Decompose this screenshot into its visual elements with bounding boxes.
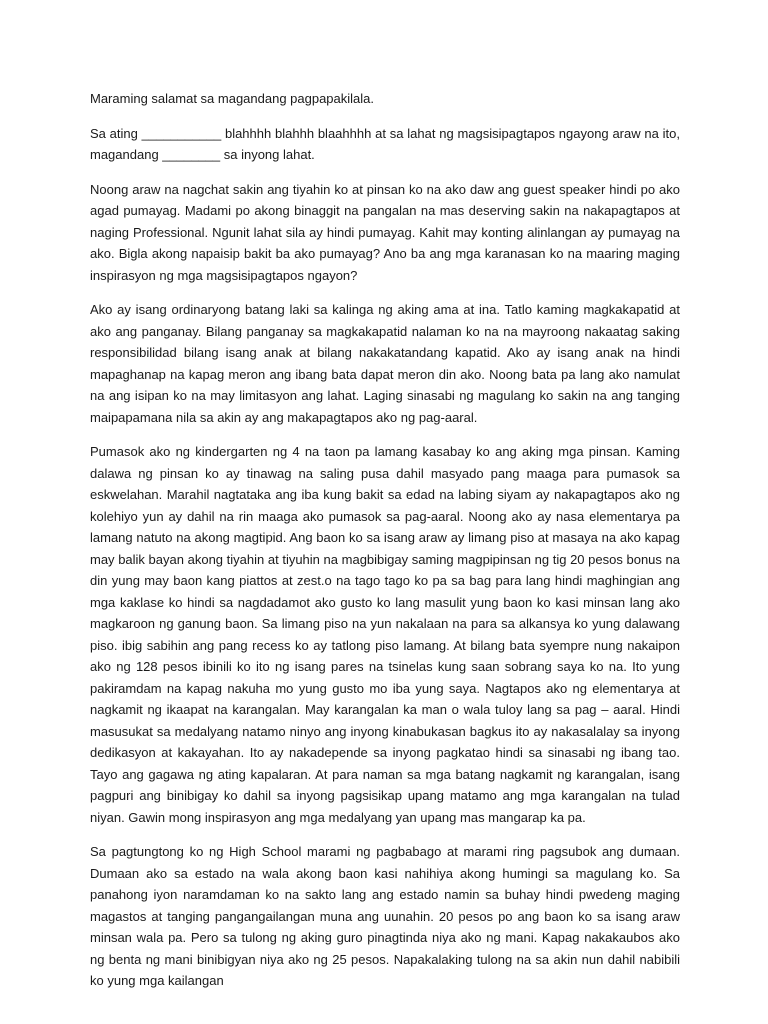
- paragraph-elementary: Pumasok ako ng kindergarten ng 4 na taon pa lamang kasabay ko ang aking mga pinsan. Kaming dalawa ng pinsan ko ay tinawag na saling pusa dahil masyado pang maaga para pumasok sa eskwelahan. Marahil nagtataka ang iba kung bakit sa edad na labing siyam ay nakapagtapos ako ng kolehiyo yun ay dahil na rin maaga ako pumasok sa pag-aaral. Noong ako ay nasa elementarya pa lamang natuto na akong magtipid. Ang baon ko sa isang araw ay limang piso at masaya na ako kapag may balik bayan akong tiyahin at tiyuhin na magbibigay saming magpipinsan ng tig 20 pesos bonus na din yung may baon kang piattos at zest.o na tago tago ko pa sa bag para lang hindi maghingian ang mga kaklase ko hindi sa nagdadamot ako gusto ko lang masulit yung baon ko kasi minsan lang ako magkaroon ng ganung baon. Sa limang piso na yun nakalaan na para sa alkansya ko yung dalawang piso. ibig sabihin ang pang recess ko ay tatlong piso lamang. At bilang bata syempre nung nakaipon ako ng 128 pesos ibinili ko ito ng isang pares na tsinelas kung saan sobrang saya ko na. Ito yung pakiramdam na kapag nakuha mo yung gusto mo iba yung saya. Nagtapos ako ng elementarya at nagkamit ng ikaapat na karangalan. May karangalan ka man o wala tuloy lang sa pag – aaral. Hindi masusukat sa medalyang natamo ninyo ang inyong kinabukasan bagkus ito ay nakasalalay sa inyong dedikasyon at kakayahan. Ito ay nakadepende sa inyong pagkatao hindi sa sinasabi ng ibang tao. Tayo ang gagawa ng ating kapalaran. At para naman sa mga batang nagkamit ng karangalan, isang pagpuri ang binibigay ko dahil sa inyong pagsisikap upang matamo ang mga karangalan na tulad niyan. Gawin mong inspirasyon ang mga medalyang yan upang mas mangarap ka pa.: [90, 444, 680, 825]
- paragraph-salutation: Sa ating ___________ blahhhh blahhh blaahhhh at sa lahat ng magsisipagtapos ngayong araw na ito, magandang ________ sa inyong lahat.: [90, 125, 680, 162]
- document-page: [90, 88, 680, 1005]
- paragraph-high-school: Sa pagtungtong ko ng High School marami ng pagbabago at marami ring pagsubok ang dumaan. Dumaan ako sa estado na wala akong baon kasi nahihiya akong humingi sa magulang ko. Sa panahong iyon naramdaman ko na sakto lang ang estado namin sa buhay hindi pwedeng maging magastos at tanging pangangailangan muna ang uunahin. 20 pesos po ang baon ko sa isang araw minsan wala pa. Pero sa tulong ng aking guro pinagtinda niya ako ng mani. Kapag nakakaubos ako ng benta ng mani binibigyan niya ako ng 25 pesos. Napakalaking tulong na sa akin nun dahil nabibili ko yung mga kailangan: [90, 844, 680, 988]
- paragraph-greeting: Maraming salamat sa magandang pagpapakilala.: [90, 91, 375, 106]
- paragraph-invitation: Noong araw na nagchat sakin ang tiyahin ko at pinsan ko na ako daw ang guest speaker hindi po ako agad pumayag. Madami po akong binaggit na pangalan na mas deserving sakin na nakapagtapos at naging Professional. Ngunit lahat sila ay hindi pumayag. Kahit may konting alinlangan ay pumayag na ako. Bigla akong napaisip bakit ba ako pumayag? Ano ba ang mga karanasan ko na maaring maging inspirasyon ng mga magsisipagtapos ngayon?: [90, 181, 680, 283]
- paragraph-family: Ako ay isang ordinaryong batang laki sa kalinga ng aking ama at ina. Tatlo kaming magkakapatid at ako ang panganay. Bilang panganay sa magkakapatid nalaman ko na na mayroong nakaatag saking responsibilidad bilang isang anak at bilang nakakatandang kapatid. Ako ay isang anak na hindi mapaghanap na kapag meron ang ibang bata dapat meron din ako. Noong bata pa lang ako namulat na ang isipan ko na may limitasyon ang lahat. Laging sinasabi ng magulang ko sakin na ang tanging maipapamana nila sa akin ay ang makapagtapos ako ng pag-aaral.: [90, 302, 680, 425]
